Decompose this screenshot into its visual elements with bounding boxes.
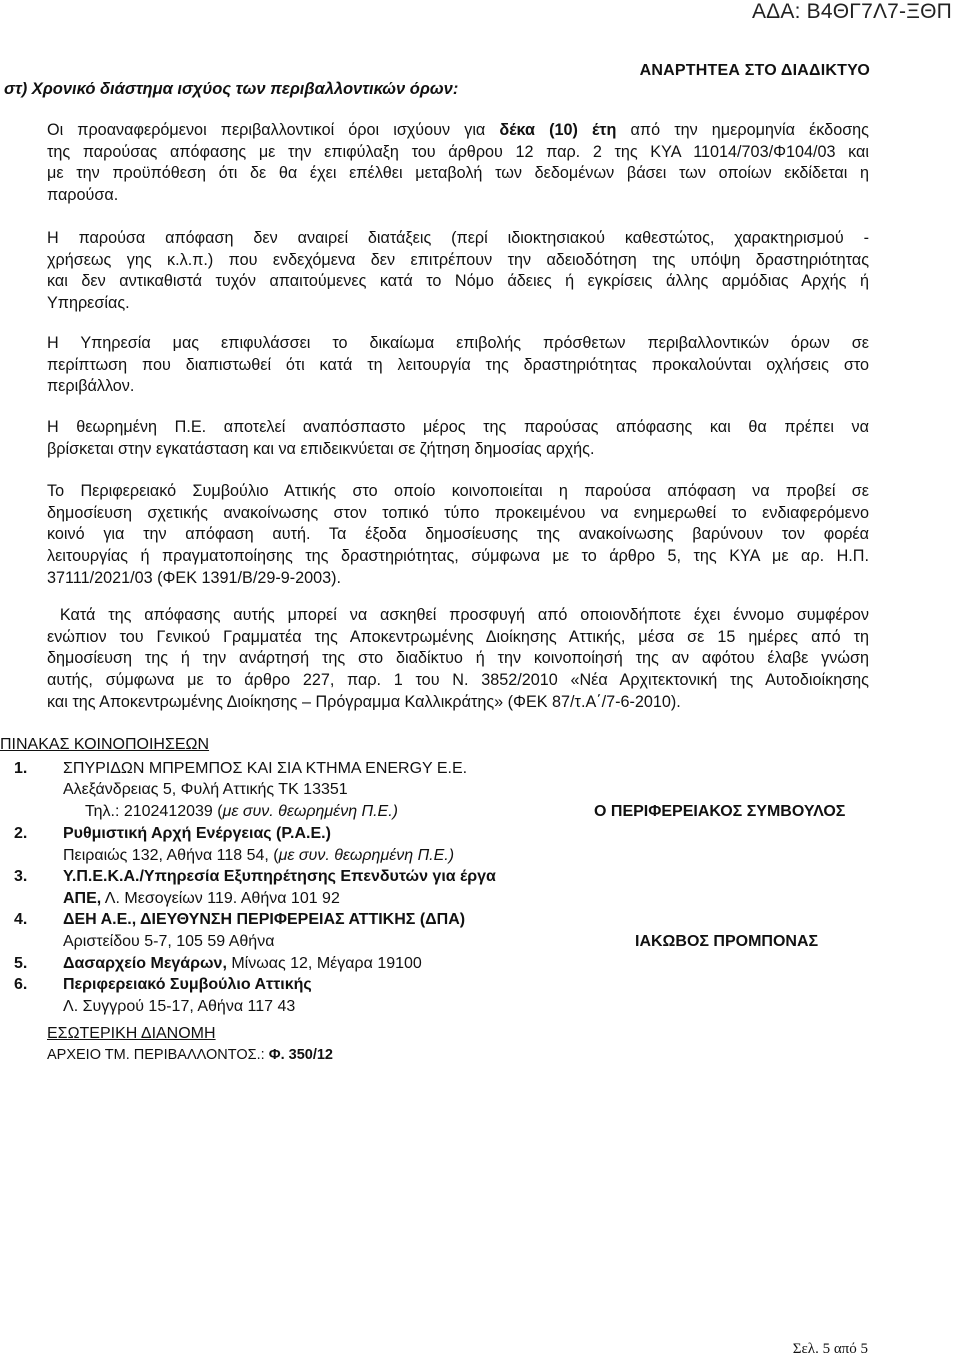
recipient-number: 1. — [14, 760, 28, 777]
ada-code: ΑΔΑ: Β4ΘΓ7Λ7-ΞΘΠ — [751, 0, 952, 23]
publication-note: ΑΝΑΡΤΗΤΕΑ ΣΤΟ ΔΙΑΔΙΚΤΥΟ — [639, 62, 870, 79]
text: Λ. Μεσογείων 119. Αθήνα 101 92 — [101, 890, 340, 907]
paragraph-line: Η Υπηρεσία μας επιφυλάσσει το δικαίωμα επιβολής πρόσθετων περιβαλλοντικών όρων σε — [47, 334, 869, 352]
paragraph-line: περίπτωση που διαπιστωθεί ότι κατά τη λειτουργία της δραστηριότητας προκαλούνται οχλήσεις στο — [47, 355, 869, 374]
recipient-name: ΔΕΗ Α.Ε., ΔΙΕΥΘΥΝΣΗ ΠΕΡΙΦΕΡΕΙΑΣ ΑΤΤΙΚΗΣ (ΔΠΑ) — [63, 911, 466, 928]
text: ΑΡΧΕΙΟ ΤΜ. ΠΕΡΙΒΑΛΛΟΝΤΟΣ.: — [47, 1047, 269, 1063]
recipient-address: Αριστείδου 5-7, 105 59 Αθήνα — [63, 933, 275, 950]
appeal-paragraph — [47, 605, 869, 714]
recipient-name: ΣΠΥΡΙΔΩΝ ΜΠΡΕΜΠΟΣ ΚΑΙ ΣΙΑ ΚΤΗΜΑ ENERGY Ε.Ε. — [63, 760, 468, 777]
regional-council-paragraph — [47, 481, 869, 590]
paragraph-line: και δεν αντικαθιστά τυχόν απαιτούμενες κατά το Νόμο άδειες ή εγκρίσεις άλλης αρμόδιας Αρχής ή — [47, 272, 869, 291]
ownership-paragraph — [47, 228, 869, 315]
text: Φ. 350/12 — [268, 1047, 333, 1063]
paragraph-line: περιβάλλον. — [47, 377, 135, 396]
recipient-number: 5. — [14, 955, 28, 972]
paragraph-line: Η θεωρημένη Π.Ε. αποτελεί αναπόσπαστο μέρος της παρούσας απόφασης και θα πρέπει να — [47, 418, 869, 436]
signatory-role: Ο ΠΕΡΙΦΕΡΕΙΑΚΟΣ ΣΥΜΒΟΥΛΟΣ — [594, 803, 846, 820]
paragraph-line: βρίσκεται στην εγκατάσταση και να επιδεικνύεται σε ζήτηση δημοσίας αρχής. — [47, 439, 595, 458]
recipient-phone — [85, 803, 398, 821]
validity-line-1 — [47, 120, 869, 142]
recipient-number: 6. — [14, 976, 28, 993]
paragraph-line: Το Περιφερειακό Συμβούλιο Αττικής στο οποίο κοινοποιείται η παρούσα απόφαση να προβεί σε — [47, 482, 869, 500]
recipient-name: Υ.Π.Ε.Κ.Α./Υπηρεσία Εξυπηρέτησης Επενδυτών για έργα — [63, 868, 496, 885]
paragraph-line: αυτής, σύμφωνα με το άρθρο 227, παρ. 1 του Ν. 3852/2010 «Νέα Αρχιτεκτονική της Αυτοδιοίκησης — [47, 671, 869, 690]
validity-line-4: παρούσα. — [47, 186, 119, 205]
recipient-address: Λ. Συγγρού 15-17, Αθήνα 117 43 — [63, 998, 296, 1015]
recipient-number: 2. — [14, 825, 28, 842]
text: από την ημερομηνία έκδοσης — [616, 121, 869, 139]
paragraph-line: Κατά της απόφασης αυτής μπορεί να ασκηθεί προσφυγή από οποιονδήποτε έχει έννομο συμφέρον — [47, 606, 869, 624]
recipient-address: Μίνωας 12, Μέγαρα 19100 — [226, 955, 422, 972]
recipient-address: Αλεξάνδρειας 5, Φυλή Αττικής ΤΚ 13351 — [63, 781, 348, 798]
recipient-name: Περιφερειακό Συμβούλιο Αττικής — [63, 976, 312, 993]
recipient-address — [63, 847, 454, 865]
paragraph-line: 37111/2021/03 (ΦΕΚ 1391/Β/29-9-2003). — [47, 568, 342, 587]
text: Πειραιώς 132, Αθήνα 118 54, ( — [63, 847, 279, 864]
page-number: Σελ. 5 από 5 — [792, 1341, 868, 1357]
validity-line-2: της παρούσας απόφασης με την επιφύλαξη του άρθρου 12 παρ. 2 της ΚΥΑ 11014/703/Φ104/03 και — [47, 142, 869, 161]
text: με συν. θεωρημένη Π.Ε.) — [278, 847, 455, 864]
recipient-entry — [63, 955, 422, 973]
text: Οι προαναφερόμενοι περιβαλλοντικοί όροι ισχύουν για — [47, 121, 500, 139]
validity-paragraph — [47, 120, 869, 207]
paragraph-line: δημοσίευση σχετικής ανακοίνωσης στον τοπικό τύπο προκειμένου να ενημερωθεί το ενδιαφερόμενο — [47, 503, 869, 522]
paragraph-line: Η παρούσα απόφαση δεν αναιρεί διατάξεις (περί ιδιοκτησιακού καθεστώτος, χαρακτηρισμού - — [47, 229, 869, 247]
approved-study-paragraph — [47, 417, 869, 460]
recipient-number: 3. — [14, 868, 28, 885]
signatory-name: ΙΑΚΩΒΟΣ ΠΡΟΜΠΟΝΑΣ — [635, 933, 819, 950]
distribution-title: ΠΙΝΑΚΑΣ ΚΟΙΝΟΠΟΙΗΣΕΩΝ — [0, 736, 210, 753]
recipient-name: Ρυθμιστική Αρχή Ενέργειας (Ρ.Α.Ε.) — [63, 825, 331, 842]
text: με συν. θεωρημένη Π.Ε.) — [222, 803, 398, 820]
archive-reference — [47, 1047, 333, 1063]
paragraph-line: χρήσεως γης κ.λ.π.) που ενδεχόμενα δεν επιτρέπουν την αδειοδότηση της υπόψη δραστηριότητας — [47, 250, 869, 269]
recipient-number: 4. — [14, 911, 28, 928]
paragraph-line: και της Αποκεντρωμένης Διοίκησης – Πρόγραμμα Καλλικράτης» (ΦΕΚ 87/τ.Α΄/7-6-2010). — [47, 692, 681, 711]
recipient-address — [63, 890, 340, 908]
duration-bold: δέκα (10) έτη — [499, 121, 617, 139]
section-title: στ) Χρονικό διάστημα ισχύος των περιβαλλοντικών όρων: — [4, 80, 459, 98]
paragraph-line: κοινό για την απόφαση αυτή. Τα έξοδα δημοσίευσης της ανακοίνωσης βαρύνουν τον φορέα — [47, 525, 869, 544]
internal-distribution-title: ΕΣΩΤΕΡΙΚΗ ΔΙΑΝΟΜΗ — [47, 1025, 216, 1042]
paragraph-line: δημοσίευση της ή την ανάρτησή της στο διαδίκτυο ή την κοινοποίησή της αν αφότου έλαβε γνώση — [47, 649, 869, 668]
recipient-name: Δασαρχείο Μεγάρων, — [63, 955, 227, 972]
paragraph-line: ενώπιον του Γενικού Γραμματέα της Αποκεντρωμένης Διοίκησης Αττικής, μέσα σε 15 ημέρες από τη — [47, 627, 869, 646]
validity-line-3: με την προϋπόθεση ότι δε θα έχει επέλθει μεταβολή των δεδομένων βάσει των οποίων εκδίδεται η — [47, 164, 869, 183]
paragraph-line: λειτουργίας ή πραγματοποίησης της δραστηριότητας, σύμφωνα με το άρθρο 5, της ΚΥΑ με αρ. Η.Π. — [47, 547, 869, 566]
paragraph-line: Υπηρεσίας. — [47, 294, 130, 313]
text: Τηλ.: 2102412039 ( — [85, 803, 223, 820]
additional-terms-paragraph — [47, 333, 869, 398]
text: ΑΠΕ, — [63, 890, 102, 907]
